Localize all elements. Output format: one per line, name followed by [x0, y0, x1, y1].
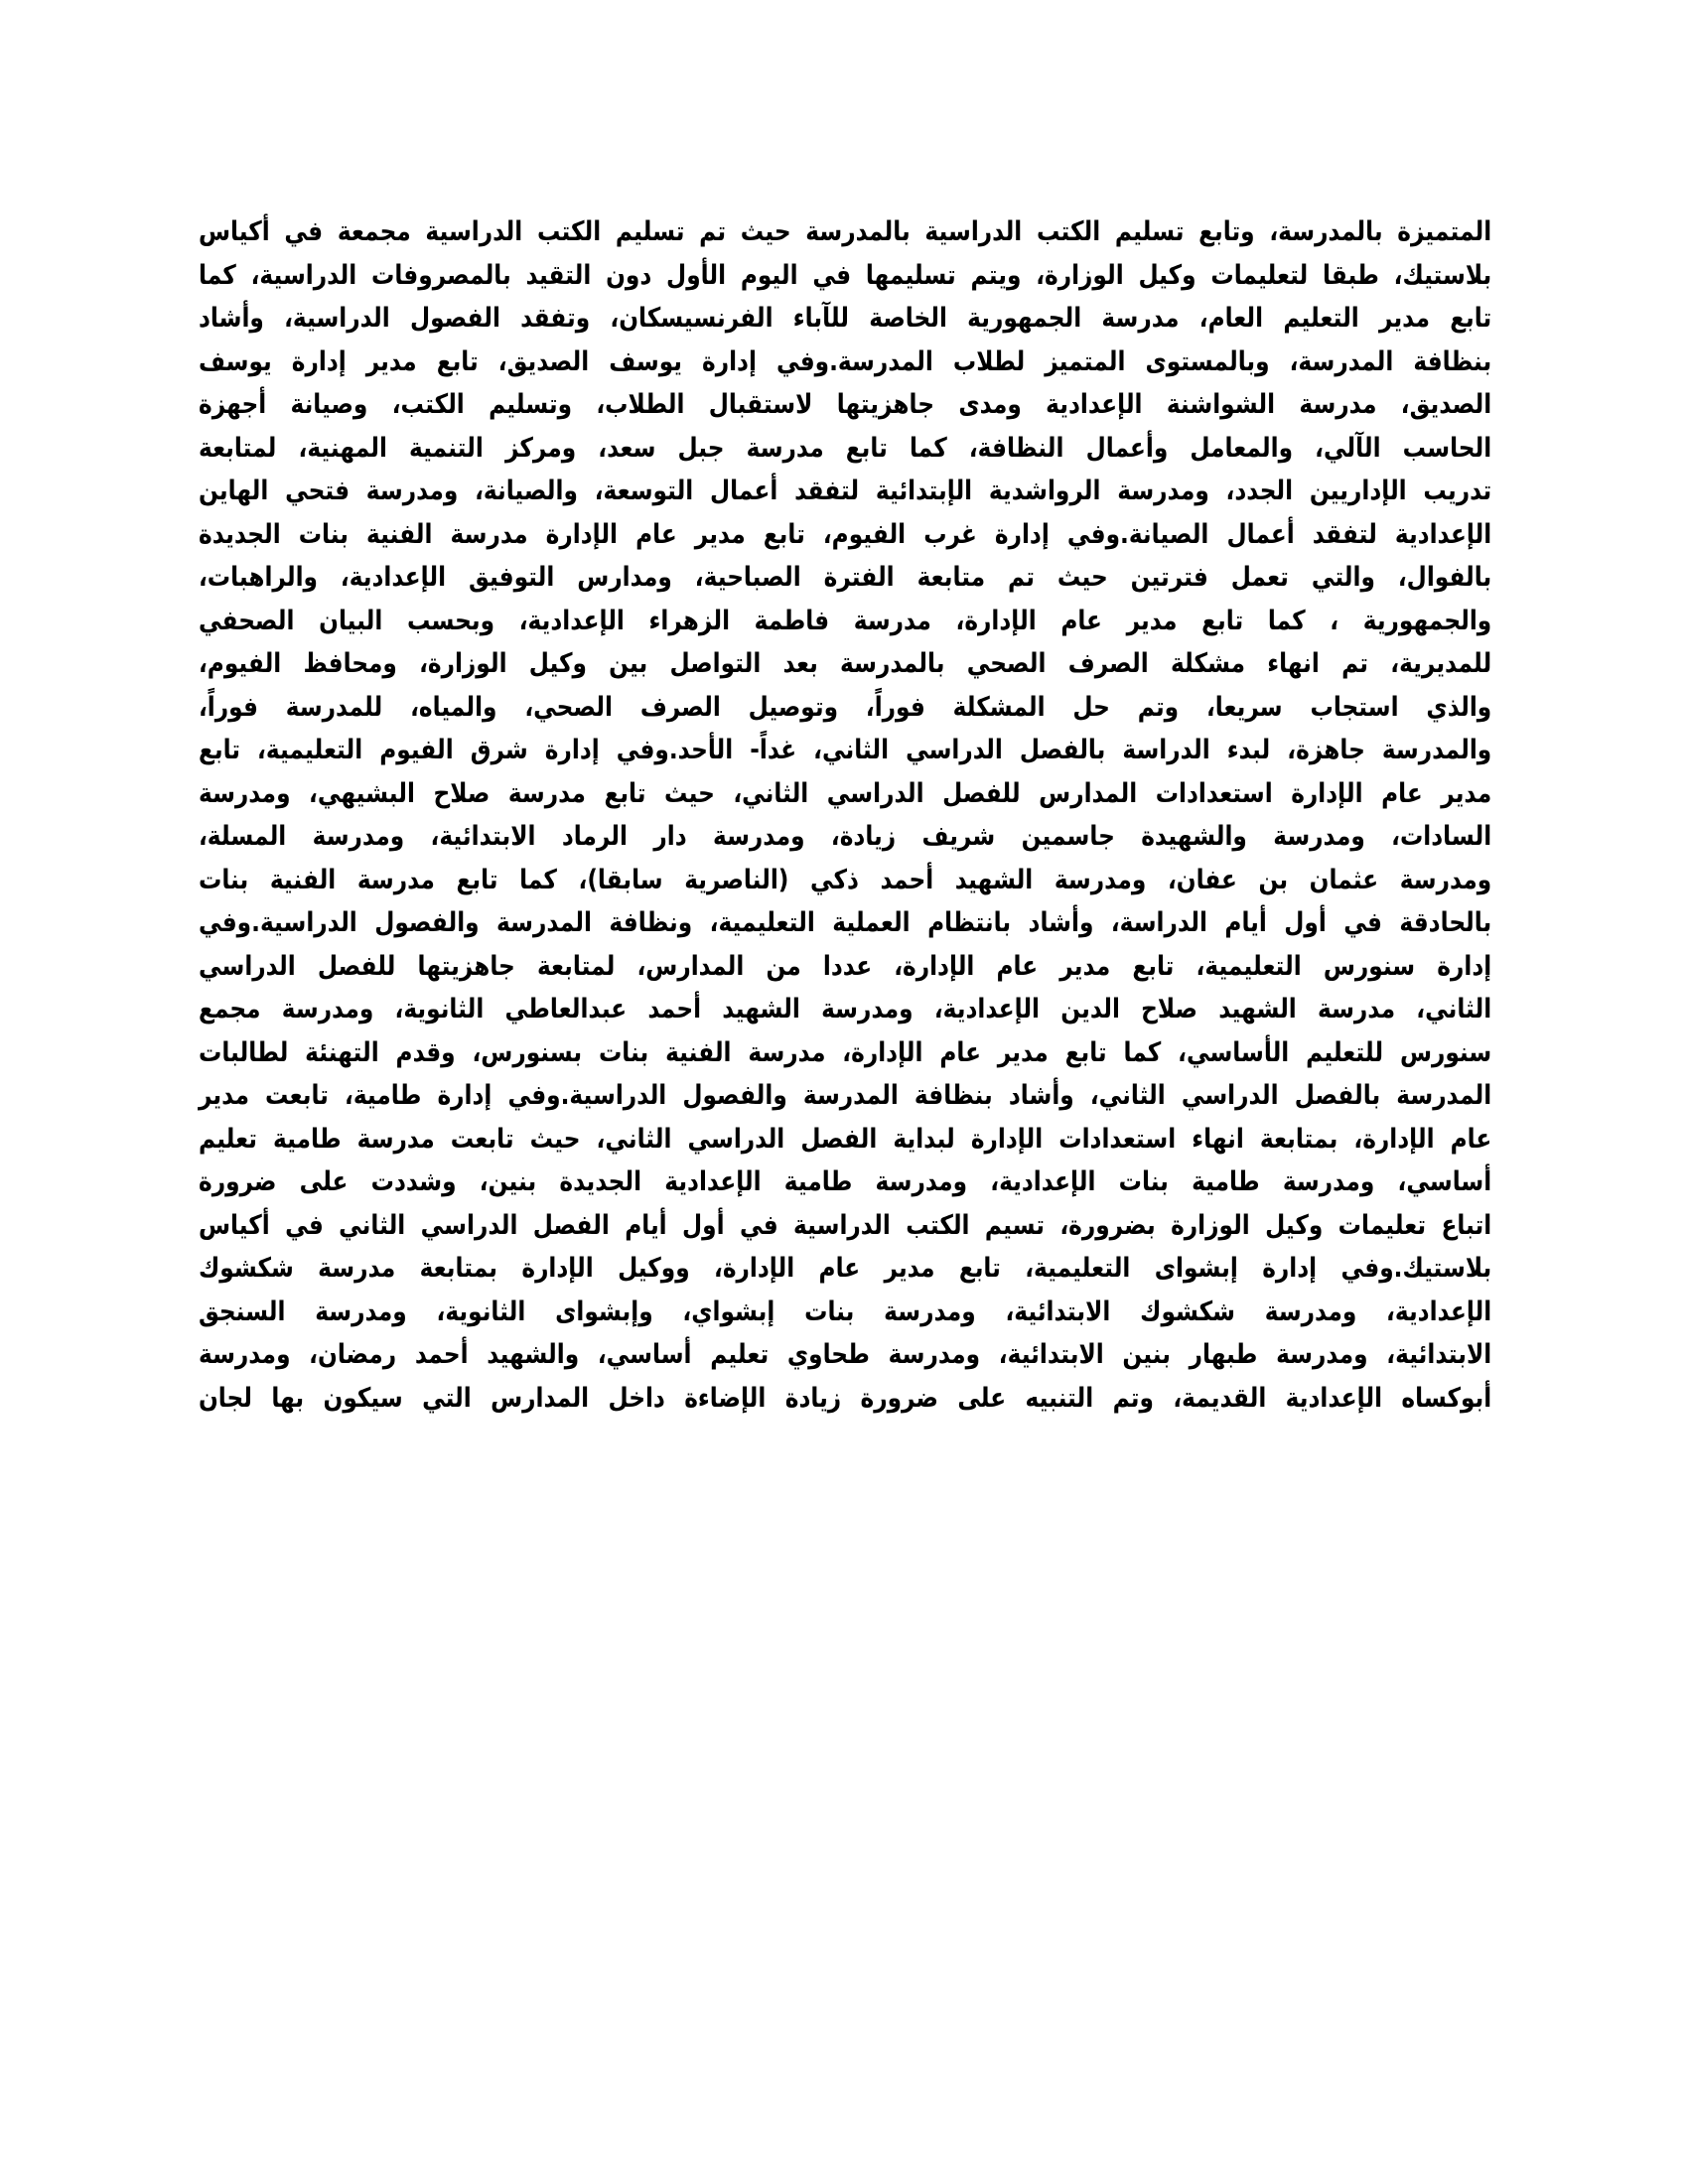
text-line: والمدرسة جاهزة، لبدء الدراسة بالفصل الدراسي الثاني، غداً- الأحد.وفي إدارة شرق الفيوم التعليمية، تابع: [198, 735, 1491, 765]
text-line: بلاستيك، طبقا لتعليمات وكيل الوزارة، ويتم تسليمها في اليوم الأول دون التقيد بالمصروفات الدراسية، كما: [198, 259, 1491, 291]
text-line: الثاني، مدرسة الشهيد صلاح الدين الإعدادية، ومدرسة الشهيد أحمد عبدالعاطي الثانوية، ومدرسة مجمع: [198, 994, 1491, 1024]
text-line: الابتدائية، ومدرسة طبهار بنين الابتدائية، ومدرسة طحاوي تعليم أساسي، والشهيد أحمد رمضان، ومدرسة: [198, 1339, 1491, 1370]
text-line: الإعدادية لتفقد أعمال الصيانة.وفي إدارة غرب الفيوم، تابع مدير عام الإدارة مدرسة الفنية بنات الجديدة: [198, 518, 1491, 550]
text-line: الصديق، مدرسة الشواشنة الإعدادية ومدى جاهزيتها لاستقبال الطلاب، وتسليم الكتب، وصيانة أجهزة: [198, 389, 1491, 420]
text-line: المتميزة بالمدرسة، وتابع تسليم الكتب الدراسية بالمدرسة حيث تم تسليم الكتب الدراسية مجمعة في أكياس: [198, 216, 1491, 247]
text-line: المدرسة بالفصل الدراسي الثاني، وأشاد بنظافة المدرسة والفصول الدراسية.وفي إدارة طامية، تابعت مدير: [198, 1080, 1491, 1111]
text-line: ومدرسة عثمان بن عفان، ومدرسة الشهيد أحمد ذكي (الناصرية سابقا)، كما تابع مدرسة الفنية بنات: [198, 864, 1491, 895]
text-line: للمديرية، تم انهاء مشكلة الصرف الصحي بالمدرسة بعد التواصل بين وكيل الوزارة، ومحافظ الفيوم،: [198, 648, 1491, 679]
text-line: والذي استجاب سريعا، وتم حل المشكلة فوراً، وتوصيل الصرف الصحي، والمياه، للمدرسة فوراً،: [198, 691, 1491, 723]
text-line: أبوكساه الإعدادية القديمة، وتم التنبيه على ضرورة زيادة الإضاءة داخل المدارس التي سيكون بها لجان: [198, 1382, 1491, 1414]
text-line: الحاسب الآلي، والمعامل وأعمال النظافة، كما تابع مدرسة جبل سعد، ومركز التنمية المهنية، لمتابعة: [198, 432, 1491, 464]
text-line: والجمهورية ، كما تابع مدير عام الإدارة، مدرسة فاطمة الزهراء الإعدادية، وبحسب البيان الصحفي: [198, 605, 1491, 636]
text-line: عام الإدارة، بمتابعة انهاء استعدادات الإدارة لبداية الفصل الدراسي الثاني، حيث تابعت مدرسة طامية تعليم: [198, 1123, 1491, 1155]
text-line: إدارة سنورس التعليمية، تابع مدير عام الإدارة، عددا من المدارس، لمتابعة جاهزيتها للفصل الدراسي: [198, 950, 1491, 982]
text-line: تدريب الإداريين الجدد، ومدرسة الرواشدية الإبتدائية لتفقد أعمال التوسعة، والصيانة، ومدرسة فتحي الهاين: [198, 476, 1491, 506]
text-line: سنورس للتعليم الأساسي، كما تابع مدير عام الإدارة، مدرسة الفنية بنات بسنورس، وقدم التهنئة لطالبات: [198, 1036, 1491, 1068]
text-line: اتباع تعليمات وكيل الوزارة بضرورة، تسيم الكتب الدراسية في أول أيام الفصل الدراسي الثاني في أكياس: [198, 1209, 1491, 1241]
text-line: السادات، ومدرسة والشهيدة جاسمين شريف زيادة، ومدرسة دار الرماد الابتدائية، ومدرسة المسلة،: [198, 821, 1491, 852]
text-line: تابع مدير التعليم العام، مدرسة الجمهورية الخاصة للآباء الفرنسيسكان، وتفقد الفصول الدراسية، وأشاد: [198, 303, 1491, 334]
text-line: الإعدادية، ومدرسة شكشوك الابتدائية، ومدرسة بنات إبشواي، وإبشواى الثانوية، ومدرسة السنجق: [198, 1296, 1491, 1327]
text-line: مدير عام الإدارة استعدادات المدارس للفصل الدراسي الثاني، حيث تابع مدرسة صلاح البشيهي، ومدرسة: [198, 777, 1491, 809]
text-line: بلاستيك.وفي إدارة إبشواى التعليمية، تابع مدير عام الإدارة، ووكيل الإدارة بمتابعة مدرسة شكشوك: [198, 1253, 1491, 1284]
text-line: بالفوال، والتي تعمل فترتين حيث تم متابعة الفترة الصباحية، ومدارس التوفيق الإعدادية، والراهبات،: [198, 562, 1491, 593]
text-line: أساسي، ومدرسة طامية بنات الإعدادية، ومدرسة طامية الإعدادية الجديدة بنين، وشددت على ضرورة: [198, 1166, 1491, 1197]
document-page: [199, 210, 1491, 1420]
text-line: بالحادقة في أول أيام الدراسة، وأشاد بانتظام العملية التعليمية، ونظافة المدرسة والفصول الدراسية.وفي: [198, 907, 1491, 938]
text-line: بنظافة المدرسة، وبالمستوى المتميز لطلاب المدرسة.وفي إدارة يوسف الصديق، تابع مدير إدارة يوسف: [198, 345, 1491, 377]
